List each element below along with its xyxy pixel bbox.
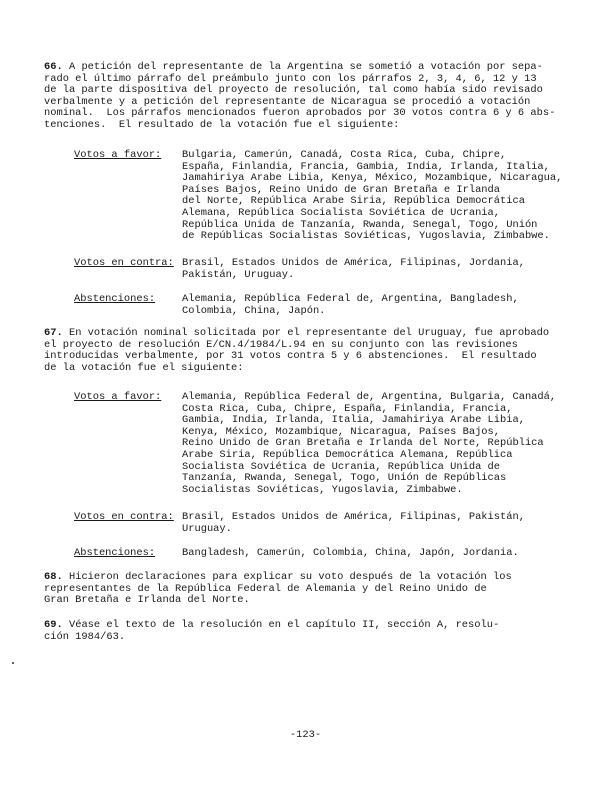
paragraph-line: tenciones. El resultado de la votación fue el siguiente: <box>44 118 400 131</box>
abstentions-label: Abstenciones: <box>74 293 156 305</box>
paragraph-number: 68. <box>44 571 63 583</box>
paragraph-line: A petición del representante de la Argentina se sometió a votación por sepa- <box>68 61 543 73</box>
votes-contra-list <box>182 258 554 281</box>
paragraph-number: 69. <box>44 619 63 631</box>
country-line: del Norte, República Arabe Siria, República Democrática <box>182 195 525 208</box>
page-number: -123- <box>289 729 322 741</box>
votes-contra-list <box>182 512 554 535</box>
abstentions-label: Abstenciones: <box>74 547 156 559</box>
country-line: Alemana, República Socialista Soviética de Ucrania, <box>182 206 501 219</box>
country-line: Arabe Siria, República Democrática Alemana, República <box>182 448 513 461</box>
country-line: Reino Unido de Gran Bretaña e Irlanda del Norte, República <box>182 437 544 450</box>
country-line: Brasil, Estados Unidos de América, Filipinas, Pakistán, <box>182 511 525 523</box>
paragraph-line: de la parte dispositiva del proyecto de resolución, tal como había sido revisado <box>44 84 543 97</box>
scan-speck <box>12 662 14 664</box>
paragraph-line: ción 1984/63. <box>44 630 126 643</box>
votes-favor-list <box>182 149 563 243</box>
country-line: Gambia, India, Irlanda, Italia, Jamahiriya Arabe Libia, <box>182 414 525 427</box>
paragraph-66 <box>44 61 556 132</box>
paragraph-69 <box>44 620 552 643</box>
country-line: Uruguay. <box>182 522 232 535</box>
country-line: Alemania, República Federal de, Argentina, Bangladesh, <box>182 293 519 305</box>
paragraph-line: En votación nominal solicitada por el representante del Uruguay, fue aprobado <box>68 327 550 339</box>
paragraph-line: rado el último párrafo del preámbulo junto con los párrafos 2, 3, 4, 6, 12 y 13 <box>44 72 537 85</box>
votes-favor-label: Votos a favor: <box>74 149 162 161</box>
votes-favor-label: Votos a favor: <box>74 391 162 403</box>
paragraph-68 <box>44 572 552 607</box>
country-line: Costa Rica, Cuba, Chipre, España, Finlandia, Francia, <box>182 402 513 415</box>
paragraph-line: Véase el texto de la resolución en el capítulo II, sección A, resolu- <box>68 619 500 631</box>
country-line: Kenya, México, Mozambique, Nicaragua, Países Bajos, <box>182 425 501 438</box>
abstentions-list <box>182 294 554 317</box>
country-line: Brasil, Estados Unidos de América, Filipinas, Jordania, <box>182 257 525 269</box>
votes-contra-label: Votos en contra: <box>74 257 174 269</box>
paragraph-line: de la votación fue el siguiente: <box>44 361 244 374</box>
country-line: Colombia, China, Japón. <box>182 304 326 317</box>
paragraph-67 <box>44 328 552 374</box>
paragraph-line: el proyecto de resolución E/CN.4/1984/L.94 en su conjunto con las revisiones <box>44 338 518 351</box>
paragraph-line: Hicieron declaraciones para explicar su voto después de la votación los <box>68 571 512 583</box>
paragraph-line: verbalmente y a petición del representante de Nicaragua se procedió a votación <box>44 95 531 108</box>
country-line: Alemania, República Federal de, Argentina, Bulgaria, Canadá, <box>182 391 557 403</box>
paragraph-number: 66. <box>44 61 63 73</box>
country-line: Jamahiriya Arabe Libia, Kenya, México, Mozambique, Nicaragua, <box>182 172 563 185</box>
country-line: República Unida de Tanzanía, Rwanda, Senegal, Togo, Unión <box>182 218 538 231</box>
country-line: Tanzanía, Rwanda, Senegal, Togo, Unión de Repúblicas <box>182 472 507 485</box>
abstentions-list <box>182 548 554 560</box>
country-line: Países Bajos, Reino Unido de Gran Bretaña e Irlanda <box>182 183 501 196</box>
country-line: Socialistas Soviéticas, Yugoslavia, Zimbabwe. <box>182 483 463 496</box>
votes-contra-label: Votos en contra: <box>74 511 174 523</box>
country-line: España, Finlandia, Francia, Gambia, India, Irlanda, Italia, <box>182 160 550 173</box>
paragraph-line: representantes de la República Federal de Alemania y del Reino Unido de <box>44 582 487 595</box>
country-line: de Repúblicas Socialistas Soviéticas, Yugoslavia, Zimbabwe. <box>182 230 550 243</box>
paragraph-number: 67. <box>44 327 63 339</box>
country-line: Pakistán, Uruguay. <box>182 268 295 281</box>
paragraph-line: nominal. Los párrafos mencionados fueron aprobados por 30 votos contra 6 y 6 abs- <box>44 107 556 120</box>
country-line: Bangladesh, Camerún, Colombia, China, Japón, Jordania. <box>182 547 519 559</box>
paragraph-line: introducidas verbalmente, por 31 votos contra 5 y 6 abstenciones. El resultado <box>44 350 537 363</box>
country-line: Bulgaria, Camerún, Canadá, Costa Rica, Cuba, Chipre, <box>182 149 507 161</box>
country-line: Socialista Soviética de Ucrania, República Unida de <box>182 460 501 473</box>
paragraph-line: Gran Bretaña e Irlanda del Norte. <box>44 594 250 607</box>
votes-favor-list <box>182 391 557 496</box>
